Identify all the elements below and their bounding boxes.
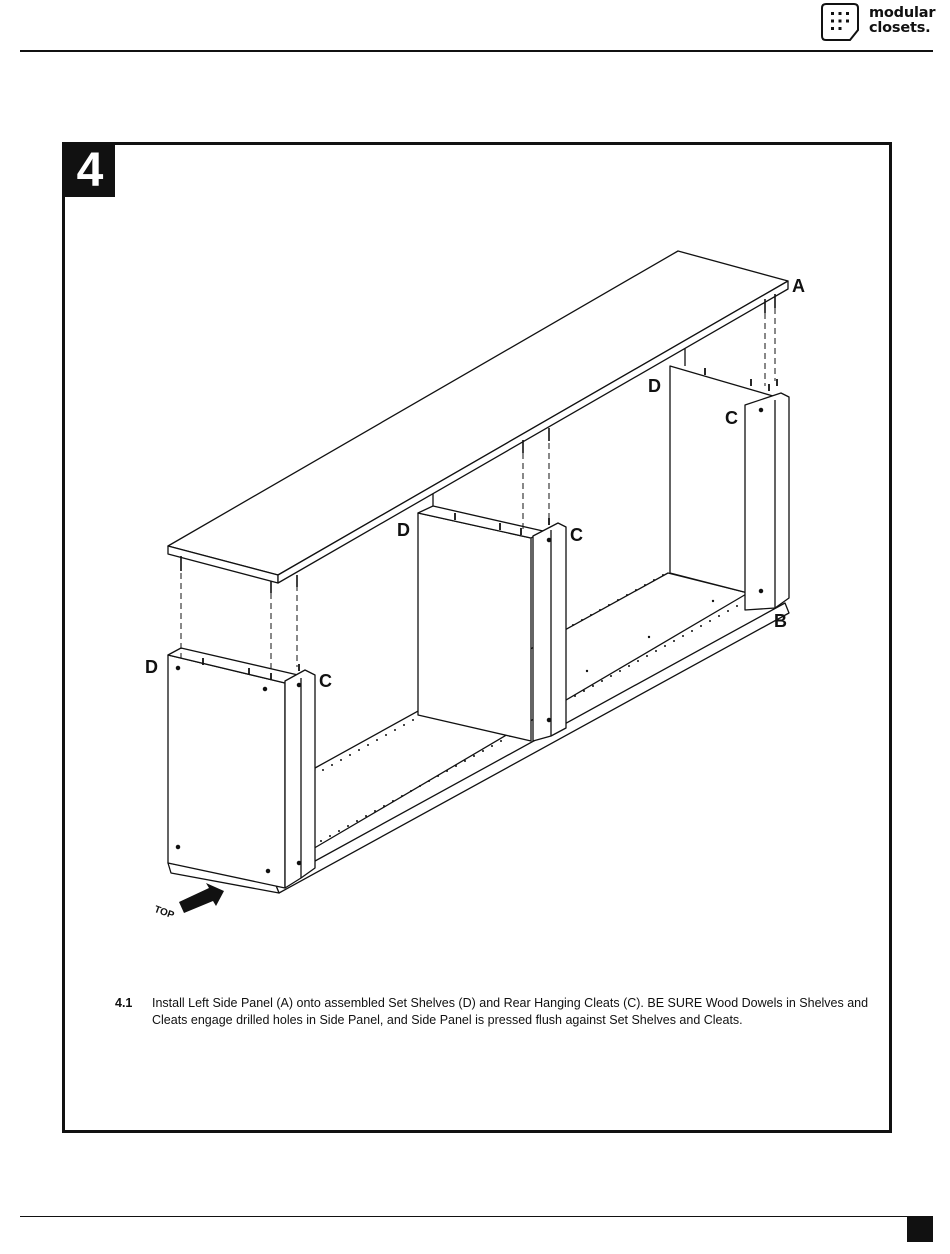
label-c-right: C: [725, 408, 738, 428]
left-set-shelf-d: [168, 648, 298, 888]
step-panel: [62, 142, 892, 1133]
step-number-badge: 4: [65, 145, 115, 197]
label-c-left: C: [319, 671, 332, 691]
right-cleat-c: [745, 393, 789, 610]
top-arrow-icon: [153, 883, 224, 921]
grid-dots-logo-icon: [820, 2, 860, 42]
middle-cleat-c: [533, 523, 566, 741]
left-cleat-c: [285, 670, 315, 888]
brand-logo: [820, 2, 940, 44]
instruction-text: Install Left Side Panel (A) onto assembled Set Shelves (D) and Rear Hanging Cleats (C). BE SURE Wood Dowels in Shelves and Cleats engage drilled holes in Side Panel, and Side Panel is pressed flush against Set Shelves and Cleats.: [152, 996, 869, 1027]
label-b: B: [774, 611, 787, 631]
instruction-number: 4.1: [115, 996, 133, 1010]
label-c-middle: C: [570, 525, 583, 545]
brand-wordmark: modular closets.: [869, 5, 936, 36]
label-a: A: [792, 276, 805, 296]
label-d-left: D: [145, 657, 158, 677]
brand-line-2: closets: [869, 20, 926, 36]
brand-line-1: modular: [869, 5, 936, 21]
page-tab-marker: [907, 1217, 933, 1242]
label-d-right: D: [648, 376, 661, 396]
middle-set-shelf-d: [418, 493, 543, 741]
top-arrow-label: TOP: [152, 904, 176, 922]
label-d-middle: D: [397, 520, 410, 540]
assembly-diagram: [65, 145, 889, 985]
header-divider: [20, 50, 933, 52]
footer-divider: [20, 1216, 933, 1217]
